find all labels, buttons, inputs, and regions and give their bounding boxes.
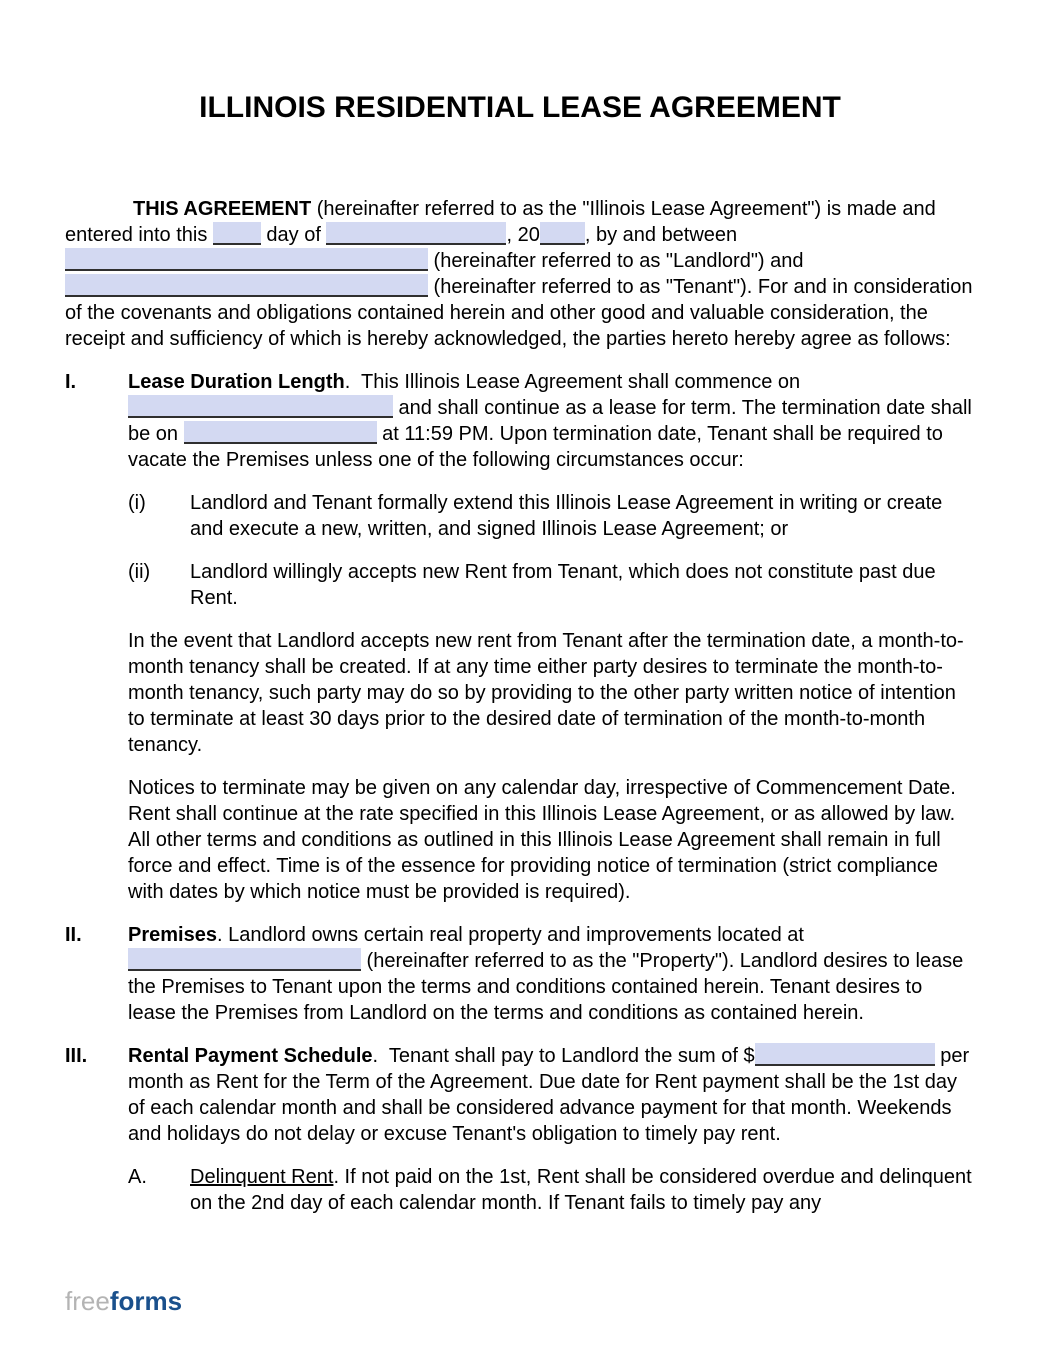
section-lease-duration-length bbox=[65, 369, 975, 473]
text-run: , by and between bbox=[584, 224, 738, 246]
field-year[interactable] bbox=[540, 222, 585, 245]
section-number: II. bbox=[65, 924, 82, 946]
list-item-ii bbox=[128, 559, 975, 611]
text-run: , 20 bbox=[506, 224, 540, 246]
list-item-body bbox=[190, 559, 975, 611]
field-landlord-name[interactable] bbox=[65, 248, 428, 271]
text-run: (hereinafter referred to as "Landlord") and bbox=[428, 250, 804, 272]
section-number: I. bbox=[65, 371, 77, 393]
list-item-number: (i) bbox=[128, 492, 146, 514]
section-number: III. bbox=[65, 1045, 88, 1067]
text-run: Notices to terminate may be given on any calendar day, irrespective of Commencement Date. Rent shall continue at the rate specified in this Illinois Lease Agreement, or as allowed by law. All other terms and conditions as outlined in this Illinois Lease Agreement shall remain in full force and effect. Time is of the essence for providing notice of termination (strict compliance with dates by which notice must be provided is required). bbox=[128, 777, 956, 903]
text-run: THIS AGREEMENT bbox=[133, 198, 312, 220]
field-day[interactable] bbox=[213, 222, 261, 245]
text-run: In the event that Landlord accepts new rent from Tenant after the termination date, a month-to-month tenancy shall be created. If at any time either party desires to terminate the month-to-month tenancy, such party may do so by providing to the other party written notice of intention to terminate at least 30 days prior to the desired date of termination of the month-to-month tenancy. bbox=[128, 630, 964, 756]
paragraph-notices bbox=[128, 775, 975, 905]
field-commencement-date[interactable] bbox=[128, 395, 393, 418]
text-run: (hereinafter referred to as the "Property"). Landlord desires to lease the Premises to Tenant upon the terms and conditions contained herein. Tenant desires to lease the Premises from Landlord on the terms and conditions as contained herein. bbox=[128, 950, 964, 1024]
text-run: day of bbox=[260, 224, 327, 246]
text-run: Delinquent Rent bbox=[190, 1166, 334, 1188]
list-item-number: A. bbox=[128, 1166, 147, 1188]
section-body bbox=[128, 1043, 975, 1147]
field-month[interactable] bbox=[326, 222, 506, 245]
paragraph-month-to-month bbox=[128, 628, 975, 758]
logo-text-forms: forms bbox=[109, 1286, 183, 1316]
text-run: (hereinafter referred to as the "Illinois Lease Agreement") is made and entered into this bbox=[65, 198, 936, 246]
text-run: Premises bbox=[128, 924, 217, 946]
freeforms-logo bbox=[65, 1286, 182, 1316]
list-item-body bbox=[190, 490, 975, 542]
list-item-body bbox=[190, 1164, 975, 1216]
text-run: per month as Rent for the Term of the Agreement. Due date for Rent payment shall be the 1st day of each calendar month and shall be considered advance payment for that month. Weekends and holidays do not delay or excuse Tenant's obligation to timely pay rent. bbox=[128, 1045, 970, 1145]
text-run: Rental Payment Schedule bbox=[128, 1045, 373, 1067]
list-item-i bbox=[128, 490, 975, 542]
text-run: at 11:59 PM. Upon termination date, Tenant shall be required to vacate the Premises unless one of the following circumstances occur: bbox=[128, 423, 943, 471]
list-item-a-delinquent-rent bbox=[128, 1164, 975, 1216]
text-run: Landlord willingly accepts new Rent from Tenant, which does not constitute past due Rent. bbox=[190, 561, 936, 609]
field-monthly-rent-amount[interactable] bbox=[755, 1043, 935, 1066]
section-premises bbox=[65, 922, 975, 1026]
list-item-number: (ii) bbox=[128, 561, 151, 583]
text-run: (hereinafter referred to as "Tenant"). For and in consideration of the covenants and obligations contained herein and other good and valuable consideration, the receipt and sufficiency of which is hereby acknowledged, the parties hereto hereby agree as follows: bbox=[65, 276, 973, 350]
text-run: Lease Duration Length bbox=[128, 371, 345, 393]
text-run: . This Illinois Lease Agreement shall commence on bbox=[344, 371, 801, 393]
logo-text-free: free bbox=[65, 1286, 110, 1316]
document-title: ILLINOIS RESIDENTIAL LEASE AGREEMENT bbox=[199, 91, 841, 124]
text-run: Landlord and Tenant formally extend this Illinois Lease Agreement in writing or create and execute a new, written, and signed Illinois Lease Agreement; or bbox=[190, 492, 943, 540]
field-tenant-name[interactable] bbox=[65, 274, 428, 297]
text-run: . If not paid on the 1st, Rent shall be considered overdue and delinquent on the 2nd day of each calendar month. If Tenant fails to timely pay any bbox=[190, 1166, 972, 1214]
intro-paragraph bbox=[65, 196, 975, 352]
field-termination-date[interactable] bbox=[184, 421, 377, 444]
section-body bbox=[128, 922, 975, 1026]
text-run: and shall continue as a lease for term. The termination date shall be on bbox=[128, 397, 972, 445]
text-run: . Tenant shall pay to Landlord the sum of $ bbox=[372, 1045, 755, 1067]
field-property-address[interactable] bbox=[128, 948, 361, 971]
section-body bbox=[128, 369, 975, 473]
text-run: . Landlord owns certain real property and improvements located at bbox=[216, 924, 804, 946]
section-rental-payment-schedule bbox=[65, 1043, 975, 1147]
